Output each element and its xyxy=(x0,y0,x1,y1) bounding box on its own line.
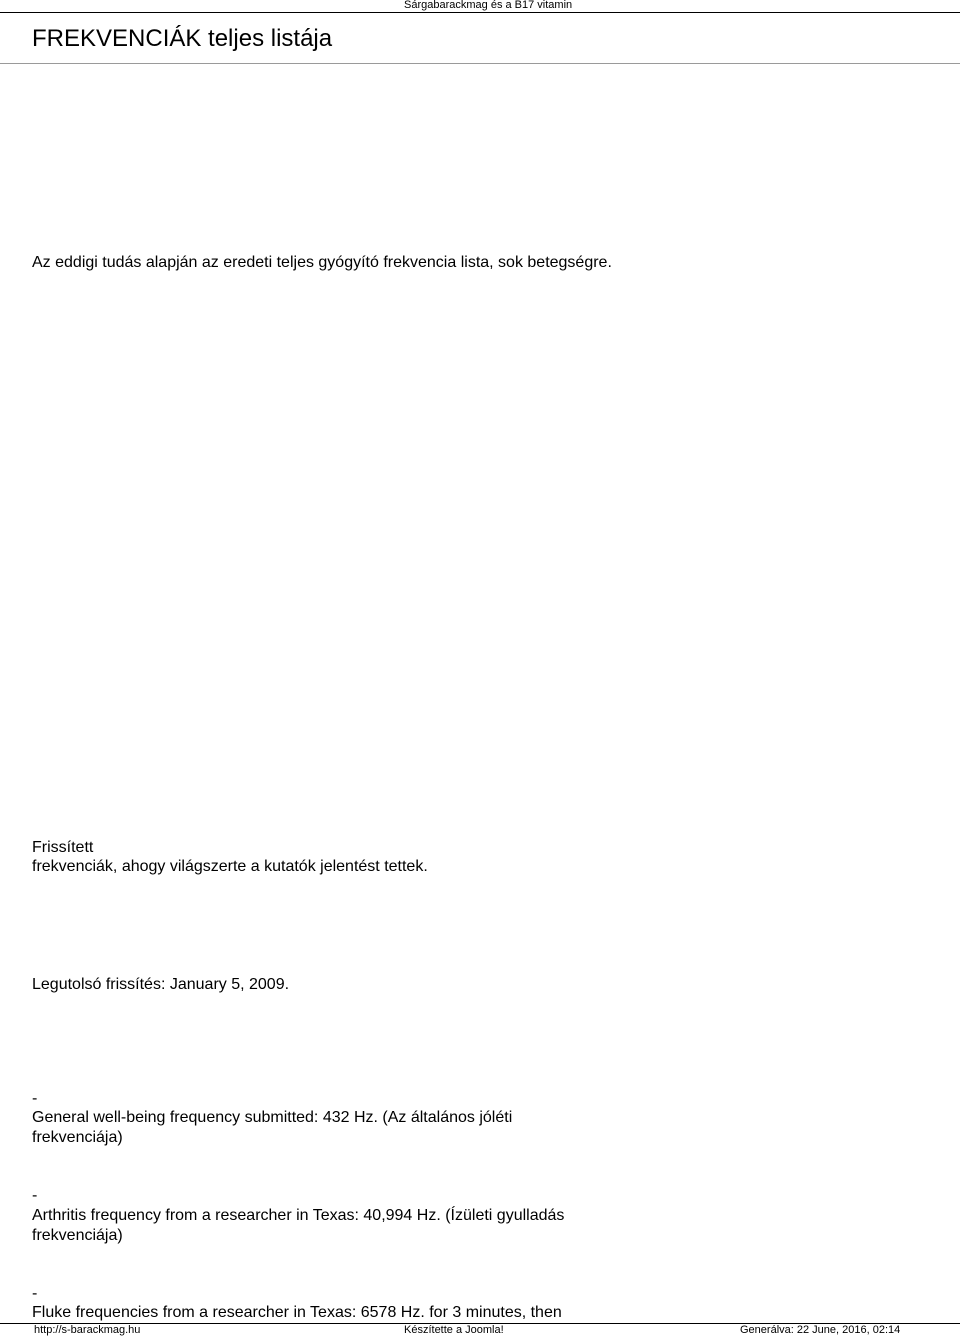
footer-made-with: Készítette a Joomla! xyxy=(404,1324,504,1336)
entry-text-line2: frekvenciája) xyxy=(32,1227,123,1244)
entry-text-line1: Fluke frequencies from a researcher in Texas: 6578 Hz. for 3 minutes, then xyxy=(32,1304,562,1321)
entry-dash: - xyxy=(32,1090,38,1107)
entry-text-line2: frekvenciája) xyxy=(32,1129,123,1146)
title-block xyxy=(0,15,960,64)
entry-dash: - xyxy=(32,1187,38,1204)
footer-generated: Generálva: 22 June, 2016, 02:14 xyxy=(740,1324,901,1336)
page-title: FREKVENCIÁK teljes listája xyxy=(32,25,333,52)
entry-text-line1: Arthritis frequency from a researcher in Texas: 40,994 Hz. (Ízületi gyulladás xyxy=(32,1207,565,1224)
header-divider xyxy=(0,12,960,13)
updated-description: frekvenciák, ahogy világszerte a kutatók jelentést tettek. xyxy=(32,858,428,875)
last-update: Legutolsó frissítés: January 5, 2009. xyxy=(32,976,290,993)
entry-text-line1: General well-being frequency submitted: 432 Hz. (Az általános jóléti xyxy=(32,1109,513,1126)
site-title: Sárgabarackmag és a B17 vitamin xyxy=(404,0,573,11)
intro-text: Az eddigi tudás alapján az eredeti teljes gyógyító frekvencia lista, sok betegségre. xyxy=(32,254,612,271)
updated-label: Frissített xyxy=(32,839,94,856)
entry-dash: - xyxy=(32,1285,38,1302)
footer-url: http://s-barackmag.hu xyxy=(34,1324,141,1336)
